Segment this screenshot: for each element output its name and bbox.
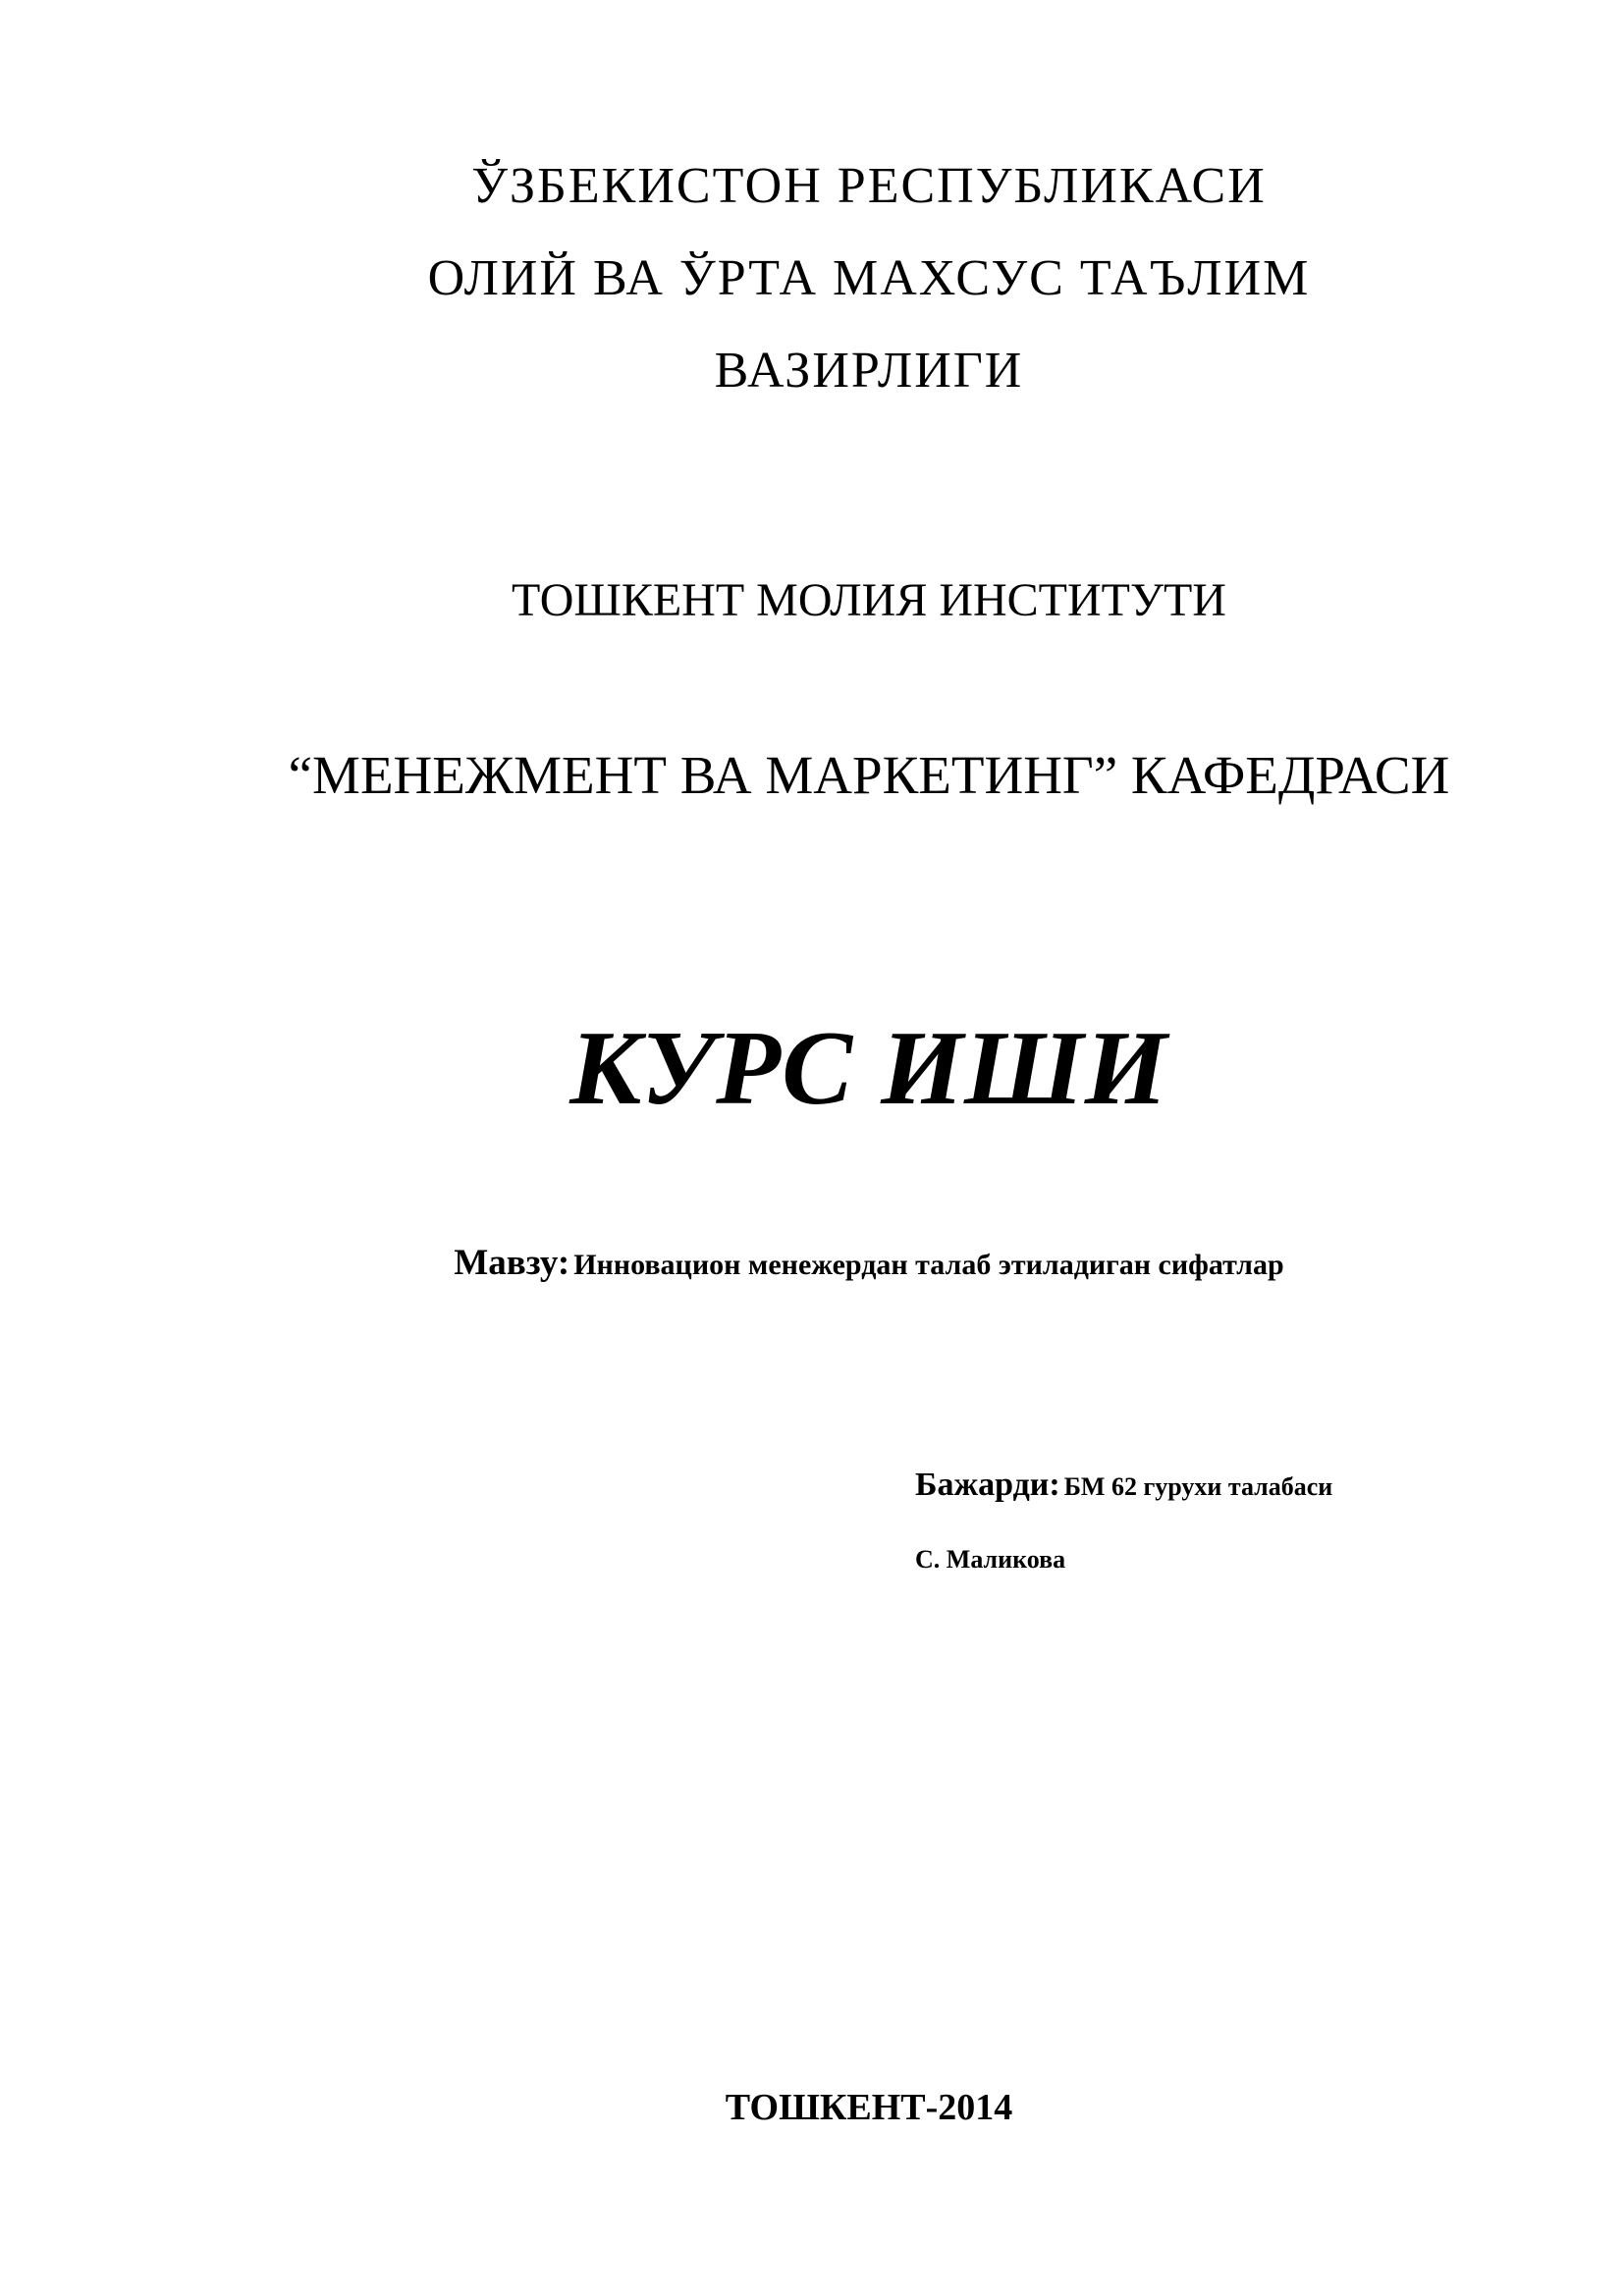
author-name: С. Маликова: [915, 1545, 1066, 1574]
performer-line: [915, 1468, 1332, 1502]
topic-label: Мавзу:: [454, 1243, 570, 1283]
performer-value: БМ 62 гурухи талабаси: [1063, 1472, 1333, 1501]
city-year: ТОШКЕНТ-2014: [725, 2087, 1013, 2128]
performer-label: Бажарди:: [915, 1467, 1060, 1503]
institute-name: ТОШКЕНТ МОЛИЯ ИНСТИТУТИ: [512, 574, 1226, 626]
ministry-line-3: ВАЗИРЛИГИ: [714, 343, 1024, 399]
department-name: “МЕНЕЖМЕНТ ВА МАРКЕТИНГ” КАФЕДРАСИ: [288, 745, 1450, 805]
topic-line: [0, 1245, 1624, 1281]
document-type-title: КУРС ИШИ: [569, 1010, 1168, 1127]
topic-value: Инновацион менежердан талаб этиладиган сифатлар: [573, 1249, 1284, 1281]
ministry-line-1: ЎЗБЕКИСТОН РЕСПУБЛИКАСИ: [471, 158, 1267, 214]
ministry-line-2: ОЛИЙ ВА ЎРТА МАХСУС ТАЪЛИМ: [427, 250, 1311, 306]
